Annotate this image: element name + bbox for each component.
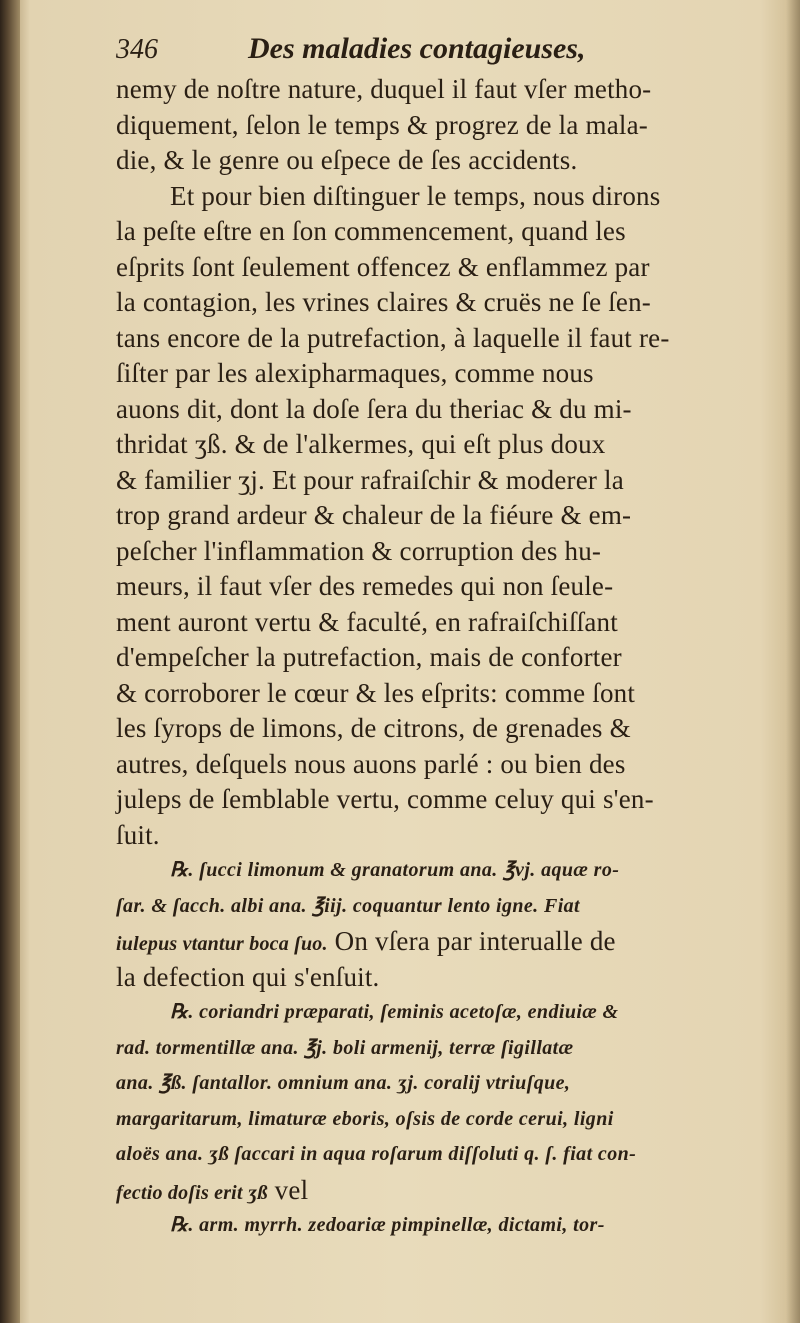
text-line: ſuit. [116,819,160,850]
recipe-text: fectio doſis erit ʒß [116,1181,268,1204]
text-line: autres, deſquels nous auons parlé : ou bien des [116,748,626,779]
running-head: Des maladies contagieuses, [248,32,586,65]
text-line: trop grand ardeur & chaleur de la fiéure & em- [116,500,632,530]
text-line: les ſyrops de limons, de citrons, de grenades & [116,713,631,743]
page-edge-shadow [786,0,800,1323]
page-text-block [116,32,776,1244]
text-line: juleps de ſemblable vertu, comme celuy qui s'en- [116,784,654,814]
text-line: auons dit, dont la doſe ſera du theriac & du mi- [116,393,632,424]
text-line: nemy de noſtre nature, duquel il faut vſer metho- [116,74,652,104]
text-line: thridat ʒß. & de l'alkermes, qui eſt plus doux [116,429,606,459]
text-line: Et pour bien diſtinguer le temps, nous dirons [170,180,661,211]
text-line: tans encore de la putrefaction, à laquelle il faut re- [116,322,670,353]
text-line: & corroborer le cœur & les eſprits: comme ſont [116,677,636,708]
recipe-line: rad. tormentillæ ana. ℥j. boli armenij, terræ ſigillatæ [116,1036,574,1059]
recipe-line: ℞. arm. myrrh. zedoariæ pimpinellæ, dictami, tor- [170,1214,605,1236]
book-binding-shadow [0,0,20,1323]
recipe-line: margaritarum, limaturæ eboris, oſsis de corde cerui, ligni [116,1107,614,1130]
recipe-line: ſar. & ſacch. albi ana. ℥iij. coquantur lento igne. Fiat [116,894,581,917]
text-line: peſcher l'inflammation & corruption des hu- [116,535,602,566]
text-fragment: On vſera par interualle de [327,926,616,956]
recipe-line: ℞. ſucci limonum & granatorum ana. ℥vj. aquæ ro- [170,859,620,881]
text-line: eſprits ſont ſeulement offencez & enflammez par [116,251,650,282]
text-line: ſiſter par les alexipharmaques, comme nous [116,358,594,388]
text-line: die, & le genre ou eſpece de ſes accidents. [116,145,578,175]
text-line: ment auront vertu & faculté, en rafraiſchiſſant [116,606,618,637]
recipe-line: ana. ℥ß. ſantallor. omnium ana. ʒj. coralij vtriuſque, [116,1072,571,1094]
page-number: 346 [116,34,158,65]
page-header [116,32,776,72]
recipe-line-mixed [116,1173,776,1209]
recipe-line: aloës ana. ʒß ſaccari in aqua roſarum diſſoluti q. ſ. fiat con- [116,1143,637,1165]
recipe-line: ℞. coriandri præparati, ſeminis acetoſæ, endiuiæ & [170,1001,619,1023]
recipe-line-mixed [116,924,776,960]
text-line: la peſte eſtre en ſon commencement, quand les [116,216,626,246]
text-line: la defection qui s'enſuit. [116,961,380,992]
text-line: la contagion, les vrines claires & cruës ne ſe ſen- [116,287,651,317]
text-fragment: vel [267,1174,309,1205]
recipe-text: iulepus vtantur boca ſuo. [116,933,328,955]
text-line: meurs, il faut vſer des remedes qui non ſeule- [116,571,614,601]
text-line: diquement, ſelon le temps & progrez de la mala- [116,109,648,140]
text-line: d'empeſcher la putrefaction, mais de conforter [116,642,622,672]
text-line: & familier ʒj. Et pour rafraiſchir & moderer la [116,464,624,495]
